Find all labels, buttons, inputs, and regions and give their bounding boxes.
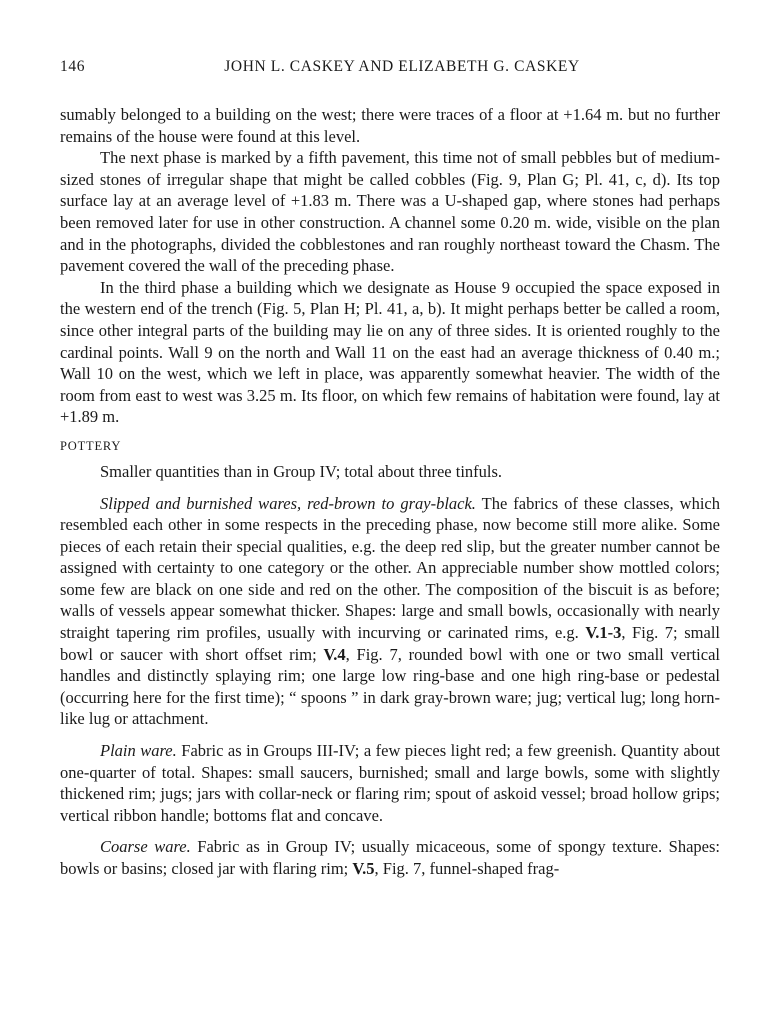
pottery-intro: Smaller quantities than in Group IV; total about three tinfuls. bbox=[100, 461, 503, 481]
slipped-wares-title: Slipped and burnished wares, red-brown to gray-black. bbox=[100, 493, 476, 513]
document-page bbox=[60, 58, 720, 880]
header-gap bbox=[60, 84, 720, 104]
pottery-text bbox=[60, 461, 720, 880]
paragraph-plain-ware bbox=[60, 740, 720, 826]
figure-ref-v4: V.4 bbox=[323, 644, 346, 664]
paragraph-slipped-wares bbox=[60, 493, 720, 731]
slipped-wares-text-a: The fabrics of these classes, which resembled each other in some respects in the preceding phase, now become still more alike. Some pieces of each retain their special qualities, e.g. the deep red slip, but the greater number cannot be assigned with certainty to one category or the other. An appreciable number show mottled colors; some few are black on one side and red on the other. The composition of the biscuit is as before; walls of vessels appear somewhat thicker. Shapes: large and small bowls, occasionally with nearly straight tapering rim profiles, usually with incurving or carinated rims, e.g. bbox=[60, 493, 720, 643]
paragraph-coarse-ware bbox=[60, 836, 720, 879]
figure-ref-v5: V.5 bbox=[352, 859, 375, 878]
coarse-ware-text-b: , Fig. 7, funnel-shaped frag- bbox=[374, 859, 560, 878]
page-number: 146 bbox=[60, 58, 86, 75]
slipped-wares-text-b: , Fig. 7; small bowl or saucer with short offset rim; bbox=[60, 623, 720, 664]
plain-ware-text: Fabric as in Groups III-IV; a few pieces light red; a few greenish. Quantity about one-quarter of total. Shapes: small saucers, burnished; small and large bowls, some with slightly thickened rim; jugs; jars with collar-neck or flaring rim; spout of askoid vessel; broad hollow grips; vertical ribbon handle; bottoms flat and concave. bbox=[60, 741, 720, 825]
paragraph-continuation: sumably belonged to a building on the west; there were traces of a floor at +1.64 m. but no further remains of the house were found at this level. bbox=[60, 105, 720, 146]
paragraph-fifth-pavement: The next phase is marked by a fifth pavement, this time not of small pebbles but of medium-sized stones of irregular shape that might be called cobbles (Fig. 9, Plan G; Pl. 41, c, d). Its top surface lay at an average level of +1.83 m. There was a U-shaped gap, where stones had perhaps been removed later for use in other construction. A channel some 0.20 m. wide, visible on the plan and in the photographs, divided the cobblestones and ran roughly northeast toward the Chasm. The pavement covered the wall of the preceding phase. bbox=[60, 148, 720, 276]
slipped-wares-text-c: , Fig. 7, rounded bowl with one or two small vertical handles and distinctly splaying rim; one large low ring-base and one high ring-base or pedestal (occurring here for the first time); “ spoons ” in dark gray-brown ware; jug; vertical lug; long horn-like lug or attachment. bbox=[60, 644, 720, 729]
page-header bbox=[60, 58, 720, 84]
plain-ware-title: Plain ware. bbox=[100, 741, 177, 761]
paragraph-house-9: In the third phase a building which we designate as House 9 occupied the space exposed in the western end of the trench (Fig. 5, Plan H; Pl. 41, a, b). It might perhaps better be called a room, since other integral parts of the building may lie on any of three sides. It is oriented roughly to the cardinal points. Wall 9 on the north and Wall 11 on the east had an average thickness of 0.40 m.; Wall 10 on the west, which we left in place, was apparently somewhat heavier. The width of the room from east to west was 3.25 m. Its floor, on which few remains of habitation were found, lay at +1.89 m. bbox=[60, 277, 720, 427]
section-heading-pottery: POTTERY bbox=[60, 438, 122, 453]
running-head: JOHN L. CASKEY AND ELIZABETH G. CASKEY bbox=[224, 58, 580, 75]
coarse-ware-text-a: Fabric as in Group IV; usually micaceous, some of spongy texture. Shapes: bowls or basins; closed jar with flaring rim; bbox=[60, 837, 721, 878]
figure-ref-v1-3: V.1-3 bbox=[585, 623, 622, 643]
body-text bbox=[60, 104, 720, 428]
coarse-ware-title: Coarse ware. bbox=[100, 837, 191, 857]
